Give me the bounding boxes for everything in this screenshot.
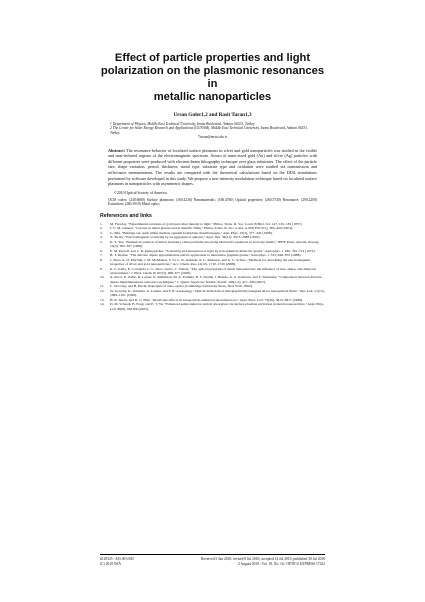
footer-copyright: (C) 2010 OSA	[100, 561, 121, 566]
footer-dates: Received 5 Jun 2010; revised 8 Jul 2010; accepted 14 Jul 2010; published 30 Jul 2010	[201, 557, 325, 561]
reference-number: 14.	[100, 302, 105, 307]
reference-number: 13.	[100, 297, 105, 302]
title-line-2: polarization on the plasmonic resonances in	[100, 65, 325, 90]
paper-title	[100, 52, 325, 104]
reference-text: J. C. M. Garnett, "Colours in metal glasses and in metallic films," Philos. Trans. R. Soc. Lond. A 203(359-371), 385–420 (1904).	[110, 226, 293, 231]
reference-text: K. L. Kelly, E. Coronado, L. L. Zhao, and G. C. Schatz, "The optical properties of metal nanoparticles: the influence of size, shape, and dielectric environment," J. Phys. Chem. B 107(3), 668–677 (2003).	[110, 266, 317, 275]
reference-text: M. Faraday, "Experimental relations of gold (and other metals) to light," Philos. Trans. R. Soc. Lond. B Biol. Sci. 147, 145–181 (1857).	[110, 221, 303, 226]
reference-number: 12.	[100, 288, 105, 293]
reference-text: K. S. Yee, "Numerical solution of initial boundary value problems involving Maxwell's equations in isotropic media," IEEE Trans. Antenn. Propag. 14(3), 302–307 (1966).	[110, 239, 320, 249]
reference-text: A. Pucci, E. Zahlo, K. Lesser, K. Malmsten, M. A. Yoshida, B. T. Draine, J. Beleda, A. G. Konforta, and V. Sukenaka, "Comparison between discrete dipole implementations and exact techniques," J. Quant. Spectrosc. Radiat. Transf. 106(1-3), 417–436 (2007).	[110, 275, 322, 284]
abstract	[100, 148, 325, 187]
reference-text: G. Mie, "Beiträge zur optik trüber medien, speziell kolloidaler metallösungen," Ann. Phys. 25(3), 377–445 (1908).	[110, 230, 273, 235]
reference-number: 5.	[100, 239, 103, 244]
reference-number: 6.	[100, 248, 103, 253]
author-email[interactable]: *turan@metu.edu.tr	[197, 135, 228, 140]
reference-text: W. Gotschy, K. Vonmetz, A. Leitner, and F. R. Aussenegg, "Optical dichroism of lithographically designed silver nanoparticle films," Opt. Lett. 21(15), 1099–1101 (1996).	[110, 288, 325, 298]
reference-number: 7.	[100, 253, 103, 258]
reference-text: H. R. Stuart, and D. G. Hall, "Island size effects in nanoparticle-enhanced photodetectors," Appl. Phys. Lett. 73(26), 3815–3817 (1998).	[110, 297, 303, 302]
affiliation-2: 2 The Center for Solar Energy Research and Applications (GUNAM), Middle East Technical University, Inonu Boulevard, Ankara 06531, Turkey	[110, 126, 308, 135]
reference-item	[100, 275, 325, 284]
reference-item	[100, 302, 325, 311]
paper-page	[0, 52, 425, 602]
reference-text: B. T. Draine, "The discrete dipole approximation and its application to interstellar graphite grains," Astrophys. J. 333, 848–872 (1988).	[110, 253, 302, 258]
reference-item	[100, 267, 325, 276]
title-line-1: Effect of particle properties and light	[114, 52, 311, 64]
reference-number: 9.	[100, 266, 103, 271]
reference-text: D. M. Schaadt, B. Feng, and E. T. Yu, "Enhanced semiconductor optical absorption via surface plasmon excitation in metal nanoparticles," Appl. Phys. Lett. 86(6), 063106 (2005).	[110, 302, 325, 311]
reference-text: E. M. Purcell, and C. R. Pennypacker, "Scattering and absorption of light by non-spherical dielectric grains," Astrophys. J. 186, 705–714 (1973).	[110, 248, 316, 253]
reference-number: 11.	[100, 284, 105, 289]
ocis-codes: OCIS codes: (240.6680) Surface plasmons; (160.4236) Nanomaterials; (160.4760) Optical properties; (260.5740) Resonance; (290.2200) Extinction; (260.3910) Metal optics	[108, 197, 317, 207]
page-footer	[100, 554, 325, 566]
reference-item	[100, 258, 325, 267]
footer-journal-info: 2 August 2010 / Vol. 18, No. 16 / OPTICS EXPRESS 17322	[238, 561, 325, 566]
affiliations	[100, 122, 325, 140]
reference-number: 1.	[100, 221, 103, 226]
reference-text: L. Novotny, and B. Hecht, Principles of nano-optics (Cambridge University Press, New York, 2006).	[110, 284, 253, 289]
title-line-3: metallic nanoparticles	[153, 91, 272, 103]
reference-number: 2.	[100, 226, 103, 231]
reference-item	[100, 240, 325, 249]
reference-number: 10.	[100, 275, 105, 280]
footer-article-id: #129325 - $15.00 USD	[100, 557, 134, 561]
copyright-notice: ©2010 Optical Society of America	[114, 190, 167, 195]
reference-text: J. Zhao, A. O. Pinchuk, J. M. McMahon, S. Li, L. K. Ausman, A. L. Atkinson, and G. C. Schatz, "Methods for describing the electromagnetic properties of silver and gold nanoparticles," Acc. Chem. Res. 41(12), 1710–1720 (2008).	[110, 257, 311, 267]
reference-number: 3.	[100, 230, 103, 235]
author-list: Ursan Guler1,2 and Rasit Turan1,3	[173, 112, 252, 118]
reference-item	[100, 289, 325, 298]
reference-list	[100, 222, 325, 311]
references-heading: References and links	[100, 212, 152, 219]
reference-text: X. Yu-lin, "Electromagnetic scattering by an aggregate of spheres," Appl. Opt. 34(21), 4573–4588 (1995).	[110, 235, 261, 240]
reference-number: 8.	[100, 257, 103, 262]
abstract-label: Abstract:	[108, 147, 125, 153]
abstract-text: The resonance behavior of localized surface plasmons in silver and gold nanoparticles was studied in the visible and near-infrared regions of the electromagnetic spectrum. Arrays of nano-sized gold (Au) and silver (Ag) particles with different properties were produced with electron-beam lithography technique over glass substrates. The effect of the particle size, shape variation, period, thickness, metal type, substrate type and oxidation were studied via transmission and reflectance measurements. The results are compared with the theoretical calculations based on the DDA simulations performed by software developed in this study. We propose a new intensity modulation technique based on localized surface plasmons in nanoparticles with asymmetric shapes.	[108, 147, 317, 187]
affiliation-1: 1 Department of Physics, Middle East Technical University, Inonu Boulevard, Ankara 06531, Turkey	[110, 122, 255, 126]
reference-number: 4.	[100, 235, 103, 240]
